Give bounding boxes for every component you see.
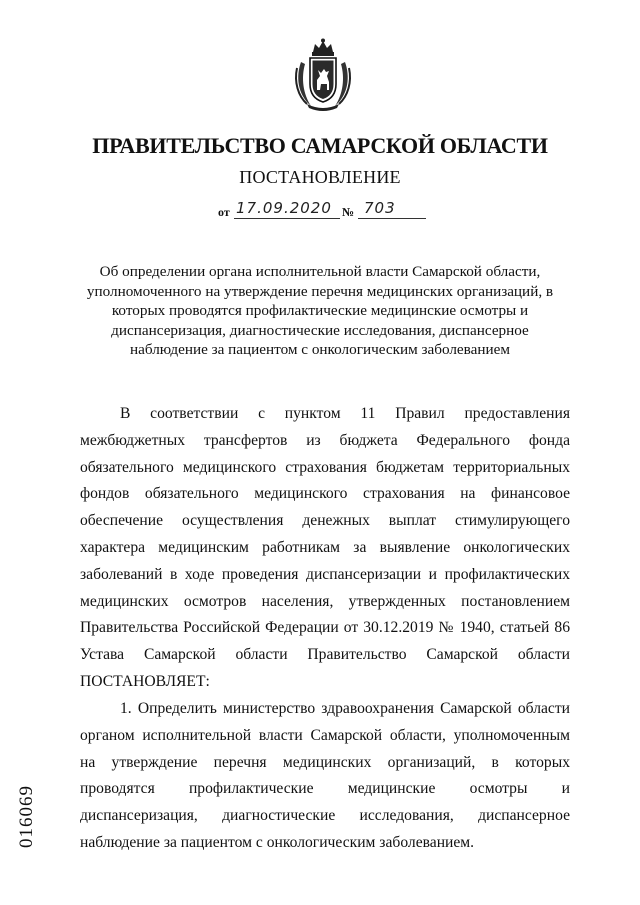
government-title: ПРАВИТЕЛЬСТВО САМАРСКОЙ ОБЛАСТИ (92, 133, 548, 158)
date-number-line (218, 199, 458, 221)
number-value: 703 (364, 199, 396, 217)
date-value: 17.09.2020 (236, 199, 332, 217)
date-underline (234, 218, 340, 219)
number-underline (358, 218, 426, 219)
body-paragraph-2: 1. Определить министерство здравоохранения Самарской области органом исполнительной власти Самарской области, уполномоченным на утверждение перечня медицинских организаций, в которых проводятся профилактические медицинские осмотры и диспансеризация, диагностические исследования, диспансерное наблюдение за пациентом с онкологическим заболеванием. (80, 700, 570, 851)
samara-coat-of-arms-icon (293, 38, 353, 112)
margin-serial-number: 016069 (16, 785, 37, 848)
document-subject: Об определении органа исполнительной власти Самарской области, уполномоченного на утверждение перечня медицинских организаций, в которых проводятся профилактические медицинские осмотры и диспансеризация, диагностические исследования, диспансерное наблюдение за пациентом с онкологическим заболеванием (86, 263, 554, 358)
document-type: ПОСТАНОВЛЕНИЕ (239, 167, 401, 187)
body-paragraph-1: В соответствии с пунктом 11 Правил предоставления межбюджетных трансфертов из бюджета Федерального фонда обязательного медицинского страхования бюджетам территориальных фондов обязательного медицинского страхования на финансовое обеспечение осуществления денежных выплат стимулирующего характера медицинским работникам за выявление онкологических заболеваний в ходе проведения диспансеризации и профилактических медицинских осмотров населения, утвержденных постановлением Правительства Российской Федерации от 30.12.2019 № 1940, статьей 86 Устава Самарской области Правительство Самарской области ПОСТАНОВЛЯЕТ: (80, 405, 570, 690)
number-label: № (342, 205, 355, 219)
date-label: от (218, 205, 230, 219)
